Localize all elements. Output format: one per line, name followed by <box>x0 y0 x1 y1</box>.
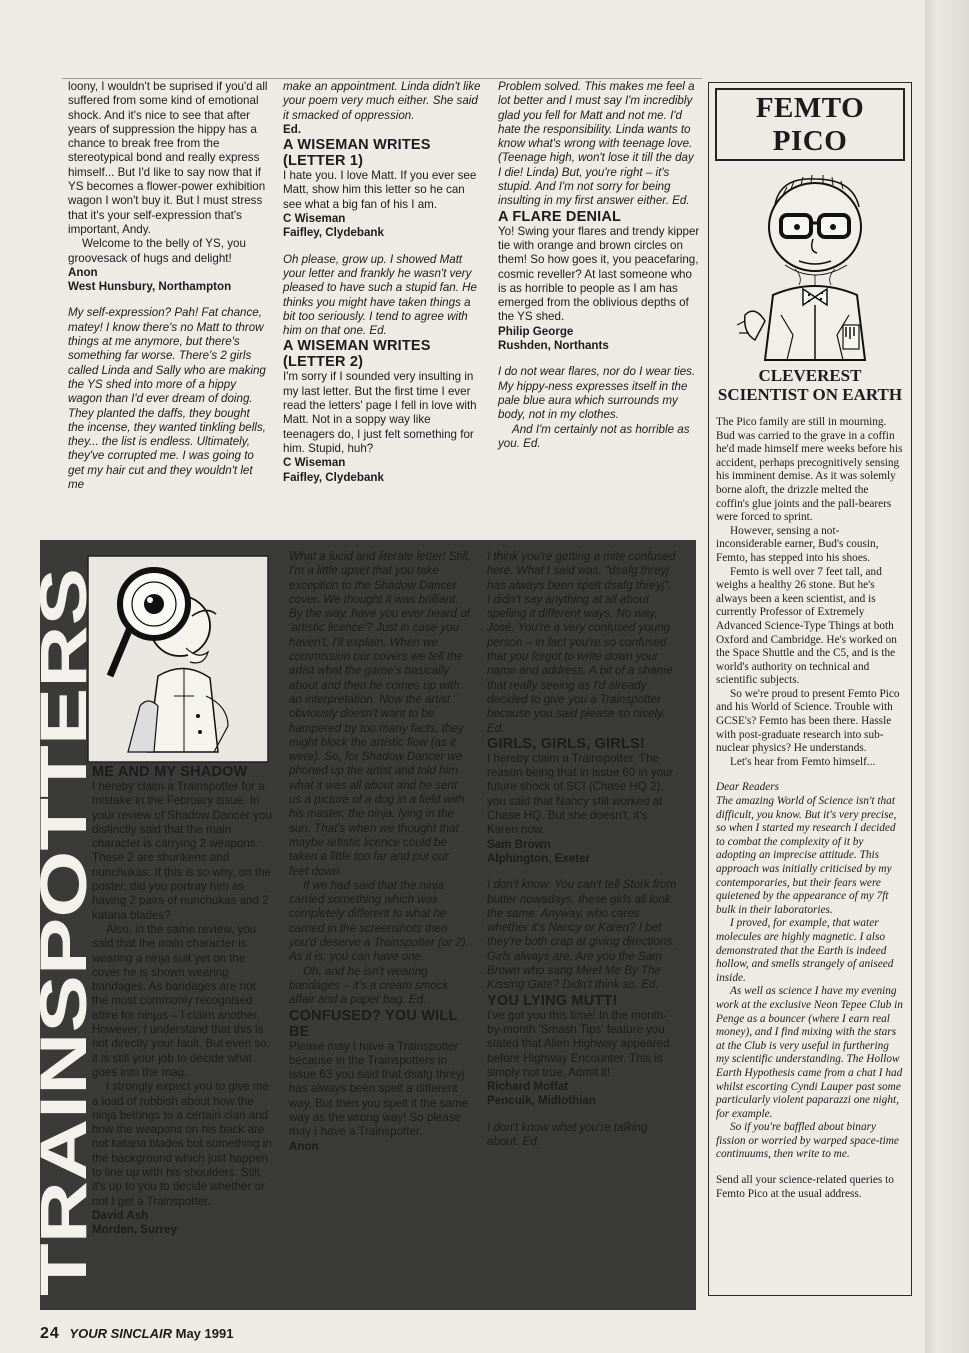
body-paragraph: Also, in the same review, you said that the main character is wearing a ninja suit yet on the cover he is shown wearing bandages. As bandages are not the most commonly recognised attire for ninjas – I claim another. However, I understand that this is not directly your fault. But even so, it is still your job to decide what goes into the mag. <box>92 922 270 1079</box>
editor-reply: I proved, for example, that water molecules are highly magnetic. I also demonstrated that the Earth is indeed hollow, and smells strangely of aniseed inside. <box>716 917 894 984</box>
editor-reply: The amazing World of Science isn't that difficult, you know. But it's very precise, so when I started my research I decided to combat the complexity of it by adopting an imprecise attitude. This approach was initially criticised by my contemporaries, but their fears were quietened by the appearance of my 7ft bulk in their laboratories. <box>716 795 897 916</box>
trainspotters-column-2 <box>289 550 471 1154</box>
letter-heading: CONFUSED? YOU WILL BE <box>289 1007 458 1040</box>
editor-reply: And I'm certainly not as horrible as you. Ed. <box>498 422 690 450</box>
editor-reply: make an appointment. Linda didn't like your poem very much either. She said it smacked of oppression. <box>283 80 481 122</box>
editor-reply: I don't know what you're talking about. Ed. <box>487 1120 648 1148</box>
letter-signature: Anon <box>68 265 98 279</box>
spacer <box>283 241 483 253</box>
letter-heading: A WISEMAN WRITES (LETTER 1) <box>283 137 431 170</box>
body-paragraph: I'm sorry if I sounded very insulting in my last letter. But the first time I ever read the letters' page I fell in love with Matt. Not in a soppy way like teenagers do, I just felt something for him. Stupid, huh? <box>283 370 477 455</box>
editor-reply: Oh, and he isn't wearing bandages – it's a cream smock affair and a paper bag. Ed. <box>289 964 449 1007</box>
letter-signature: C Wiseman <box>283 456 346 470</box>
letter-signature: C Wiseman <box>283 212 346 226</box>
page-number: 24 <box>40 1325 60 1342</box>
letter-heading: ME AND MY SHADOW <box>92 764 248 780</box>
letter-signature: Richard Moffat <box>487 1080 569 1094</box>
femto-text <box>709 416 911 1201</box>
trainspotters-column-1 <box>92 764 272 1238</box>
spacer <box>487 866 677 878</box>
spacer <box>68 294 268 306</box>
body-paragraph: So we're proud to present Femto Pico and his World of Science. Trouble with GCSE's? Femto has been there. Hassle with post-graduate research into sub-nuclear physics? He understands. <box>716 687 900 755</box>
editor-reply: As well as science I have my evening work at the exclusive Neon Tepee Club in Penge as a bouncer (where I earn real money), and I find mixing with the stars at the Club is very useful in furthering my scientific understanding. The Hollow Earth Hypothesis came from a chat I had whilst escorting Cyndi Lauper past some particularly violent paparazzi one night, for example. <box>716 985 903 1120</box>
body-paragraph: However, sensing a not-inconsiderable earner, Bud's cousin, Femto, has stepped into his shoes. <box>716 524 879 564</box>
body-paragraph: The Pico family are still in mourning. Bud was carried to the grave in a coffin he'd made himself mere weeks before his accident, perhaps precognitively sensing his imminent demise. As it was solemly borne aloft, the drizzle melted the coffin's glue joints and the pall-bearers were forced to sprint. <box>716 416 903 524</box>
spacer <box>487 1109 677 1121</box>
letter-signature: Pencuik, Midlothian <box>487 1094 596 1108</box>
letter-signature: David Ash <box>92 1208 149 1222</box>
letter-signature: Faifley, Clydebank <box>283 226 384 240</box>
letter-signature: Sam Brown <box>487 837 551 851</box>
letter-signature: Alphington, Exeter <box>487 851 591 865</box>
letter-signature: West Hunsbury, Northampton <box>68 280 232 294</box>
page-edge <box>925 0 969 1353</box>
spacer <box>716 1162 904 1174</box>
body-paragraph: I've got you this time! In the month-by-month 'Smash Tips' feature you stated that Alien Highway appeared before Highway Encounter. This is simply not true. Admit it! <box>487 1008 670 1079</box>
letters-column-3 <box>498 80 700 451</box>
editor-reply: What a lucid and literate letter! Still, I'm a little upset that you take exception to the Shadow Dancer cover. We thought it was brilliant. By the way, have you ever heard of 'artistic licence'? Just in case you haven't, I'll explain. When we commission our covers we tell the artist what the game's basically about and then he comes up with an interpretation. Now the artist obviously doesn't want to be hampered by too many facts, they might block the artistic flow (as it were). So, for Shadow Dancer we phoned up the artist and told him what it was all about and he sent us a picture of a dog in a field with his master, the ninja, lying in the sun. That's when we thought that maybe artistic licence could be taken a little too far and put our feet down. <box>289 550 471 878</box>
letter-heading: GIRLS, GIRLS, GIRLS! <box>487 735 645 752</box>
editor-reply: Problem solved. This makes me feel a lot better and I must say I'm incredibly glad you fell for Matt and not me. I'd hate the responsibility. Linda wants to know what's wrong with teenage love. (Teenage high, won't lose it till the day I die! Linda) But, you're right – it's stupid. And I'm not sorry for being insulting in my first answer either. Ed. <box>498 80 695 208</box>
body-paragraph: I strongly expect you to give me a load of rubbish about how the ninja belongs to a certain clan and how the weapons on his back are not katana blades but something in the background which just happen to line up with his shoulders. Still, it's up to you to decide whether or not I get a Trainspotter. <box>92 1080 272 1208</box>
letter-signature: Morden, Surrey <box>92 1223 178 1237</box>
spacer <box>498 353 700 365</box>
body-paragraph: loony, I wouldn't be suprised if you'd all suffered from some kind of emotional shock. And it's nice to see that after years of suppression the hippy has a chance to break free from the stereotypical bond and really express himself... But I'd like to say now that if YS becomes a flower-power exhibition wagon I won't buy it. But I must stress that it's your self-expression that's important, Andy. <box>68 80 268 236</box>
magnifier-illustration <box>88 556 268 762</box>
letters-column-1 <box>68 80 268 492</box>
letter-signature: Philip George <box>498 324 574 338</box>
editor-reply: I don't know. You can't tell Stork from butter nowadays, these girls all look the same. Anyway, who cares whether it's Nancy or Karen? I bet they're both crap at giving directions. Girls always are. Are you the Sam Brown who sang Meet Me By The Kissing Gate? Didn't think so. Ed. <box>487 878 677 992</box>
body-paragraph: I hereby claim a Trainspotter. The reason being that in issue 60 in your future shock of SCI (Chase HQ 2), you said that Nancy still worked at Chase HQ. But she doesn't, it's Karen now. <box>487 751 674 837</box>
editor-reply: I do not wear flares, nor do I wear ties. My hippy-ness expresses itself in the pale blue aura which surrounds my body, not in my clothes. <box>498 365 696 422</box>
femto-pico-sidebar <box>708 82 912 1296</box>
letter-heading: YOU LYING MUTT! <box>487 992 618 1009</box>
body-paragraph: Send all your science-related queries to Femto Pico at the usual address. <box>716 1174 894 1200</box>
issue-date: May 1991 <box>175 1326 234 1341</box>
letter-heading: A WISEMAN WRITES (LETTER 2) <box>283 338 431 371</box>
body-paragraph: Welcome to the belly of YS, you groovesack of hugs and delight! <box>68 237 246 265</box>
femto-portrait-illustration <box>725 165 895 360</box>
femto-subtitle: CLEVEREST SCIENTIST ON EARTH <box>717 366 903 404</box>
magazine-name: YOUR SINCLAIR <box>69 1326 172 1341</box>
editor-reply: Oh please, grow up. I showed Matt your letter and frankly he wasn't very pleased to have such a stupid fan. He thinks you might have taken things a bit too seriously. I tend to agree with him on that one. Ed. <box>283 252 478 338</box>
letter-heading: A FLARE DENIAL <box>498 208 622 225</box>
letter-signature: Ed. <box>283 122 302 136</box>
femto-title: FEMTO PICO <box>715 88 905 161</box>
editor-reply: I think you're getting a mite confused here. What I said was, "dsafg threyj has always been spelt dsafg threyj". I didn't say anything at all about spelling it different ways. No way, José. You're a very confused young person – in fact you're so confused that you forgot to write down your name and address. A bit of a shame that really seeing as I'd already decided to give you a Trainspotter because you said please so nicely. Ed. <box>487 550 676 735</box>
top-rule <box>62 78 702 79</box>
body-paragraph: I hate you. I love Matt. If you ever see Matt, show him this letter so he can see what a big fan of his I am. <box>283 169 477 211</box>
letter-signature: Rushden, Northants <box>498 339 609 353</box>
page-footer <box>40 1325 233 1343</box>
trainspotters-title-text: TRAINSPOTTERS <box>26 738 100 1296</box>
trainspotters-column-3 <box>487 550 677 1149</box>
body-paragraph: Please may I have a Trainspotter because in the Trainspotters in issue 63 you said that dsafg threyj has always been spelt a different way. But then you spelt it the same way as the wrong way! So please may I have a Trainspotter. <box>289 1039 468 1139</box>
letter-signature: Anon <box>289 1139 319 1153</box>
editor-reply: So if you're baffled about binary fission or worried by warped space-time continuums, then write to me. <box>716 1121 899 1161</box>
editor-reply: If we had said that the ninja carried something which was completely different to what he carried in the screenshots then you'd deserve a Trainspotter (or 2). As it is, you can have one. <box>289 878 469 964</box>
body-paragraph: I hereby claim a Trainspotter for a mistake in the February issue. In your review of Shadow Dancer you distinctly said that the main character is carrying 2 weapons. These 2 are shurikens and nunchukas. If this is so why, on the poster, did you portray him as having 2 pairs of nunchukas and 2 katana blades? <box>92 780 272 922</box>
spacer <box>716 769 904 781</box>
body-paragraph: Femto is well over 7 feet tall, and weighs a healthy 26 stone. But he's always been a keen scientist, and is currently Professor of Extremely Advanced Science-Type Things at both Oxford and Cambridge. He's worked on the Space Shuttle and the C5, and is the world's authority on technical and scientific subjects. <box>716 565 897 687</box>
body-paragraph: Yo! Swing your flares and trendy kipper tie with orange and brown circles on them! So how goes it, you peacefaring, cosmic reveller? At last someone who is as horrible to people as I am has emerged from the oblivious depths of the YS shed. <box>498 224 700 324</box>
editor-reply: Dear Readers <box>716 781 780 794</box>
editor-reply: My self-expression? Pah! Fat chance, matey! I know there's no Matt to throw things at me anymore, but there's something far worse. There's 2 girls called Linda and Sally who are making the YS shed into more of a hippy wagon than I'd ever dream of doing. They planted the daffs, they bought the incense, they wanted tinkling bells, they... the list is endless. Ultimately, they've corrupted me. I was going to get my hair cut and they wouldn't let me <box>68 306 266 492</box>
letters-column-2 <box>283 80 483 485</box>
body-paragraph: Let's hear from Femto himself... <box>730 755 876 768</box>
letter-signature: Faifley, Clydebank <box>283 470 384 484</box>
